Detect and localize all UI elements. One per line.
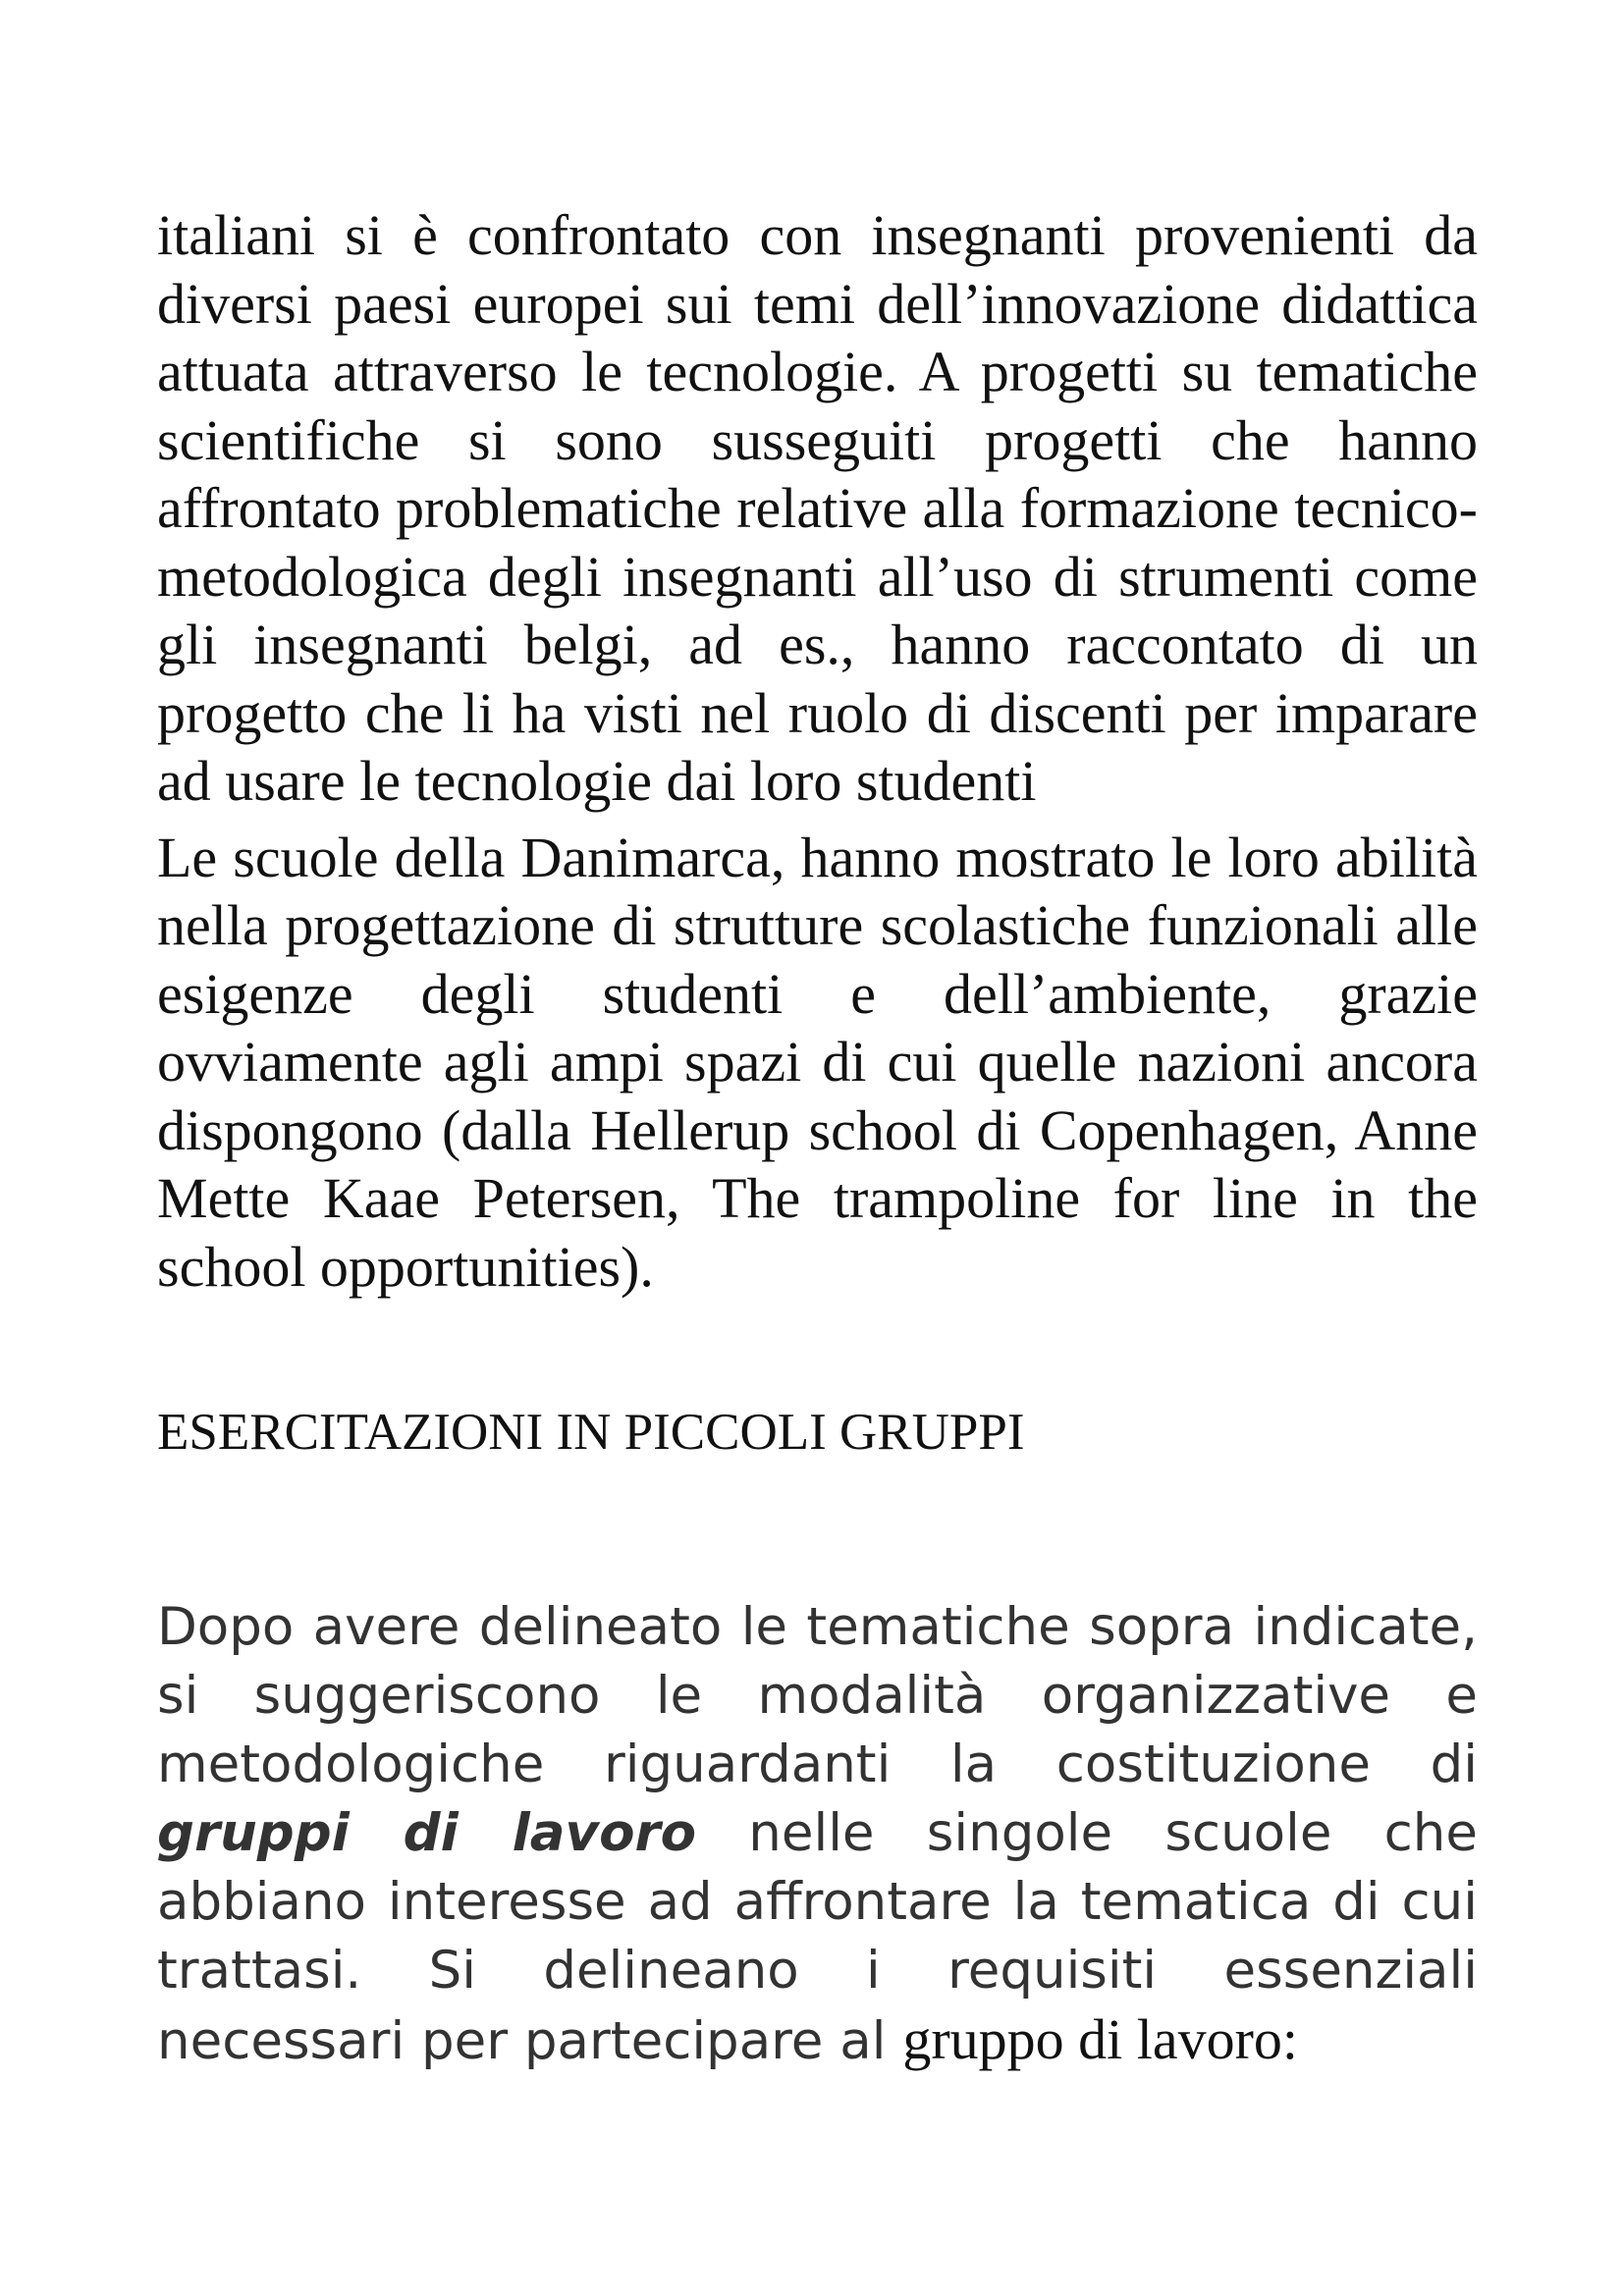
emphasis-gruppi-di-lavoro: gruppi di lavoro [157,1803,697,1863]
paragraph-group-work-start: Dopo avere delineato le tematiche sopra indicate, si suggeriscono le modalità organizzative e metodologiche riguardanti la costituzione di [157,1597,1478,1794]
paragraph-intro: italiani si è confrontato con insegnanti provenienti da diversi paesi europei sui temi dell’innovazione didattica attuata attraverso le tecnologie. A progetti su tematiche scientifiche si sono susseguiti progetti che hanno affrontato problematiche relative alla formazione tecnico-metodologica degli insegnanti all’uso di strumenti come gli insegnanti belgi, ad es., hanno raccontato di un progetto che li ha visti nel ruolo di discenti per imparare ad usare le tecnologie dai loro studenti [157,203,1478,813]
paragraph-group-work-ending: gruppo di lavoro: [902,2007,1299,2071]
section-heading: ESERCITAZIONI IN PICCOLI GRUPPI [157,1404,1025,1461]
paragraph-denmark: Le scuole della Danimarca, hanno mostrato le loro abilità nella progettazione di strutture scolastiche funzionali alle esigenze degli studenti e dell’ambiente, grazie ovviamente agli ampi spazi di cui quelle nazioni ancora dispongono (dalla Hellerup school di Copenhagen, Anne Mette Kaae Petersen, The trampoline for line in the school opportunities). [157,825,1478,1299]
paragraph-group-work [157,1593,1478,2076]
paragraph-group-work-middle: nelle singole scuole che abbiano interesse ad affrontare la tematica di cui trattasi. Si delineano i requisiti essenziali necessari per partecipare al [157,1803,1478,2071]
document-page [157,201,1478,2076]
